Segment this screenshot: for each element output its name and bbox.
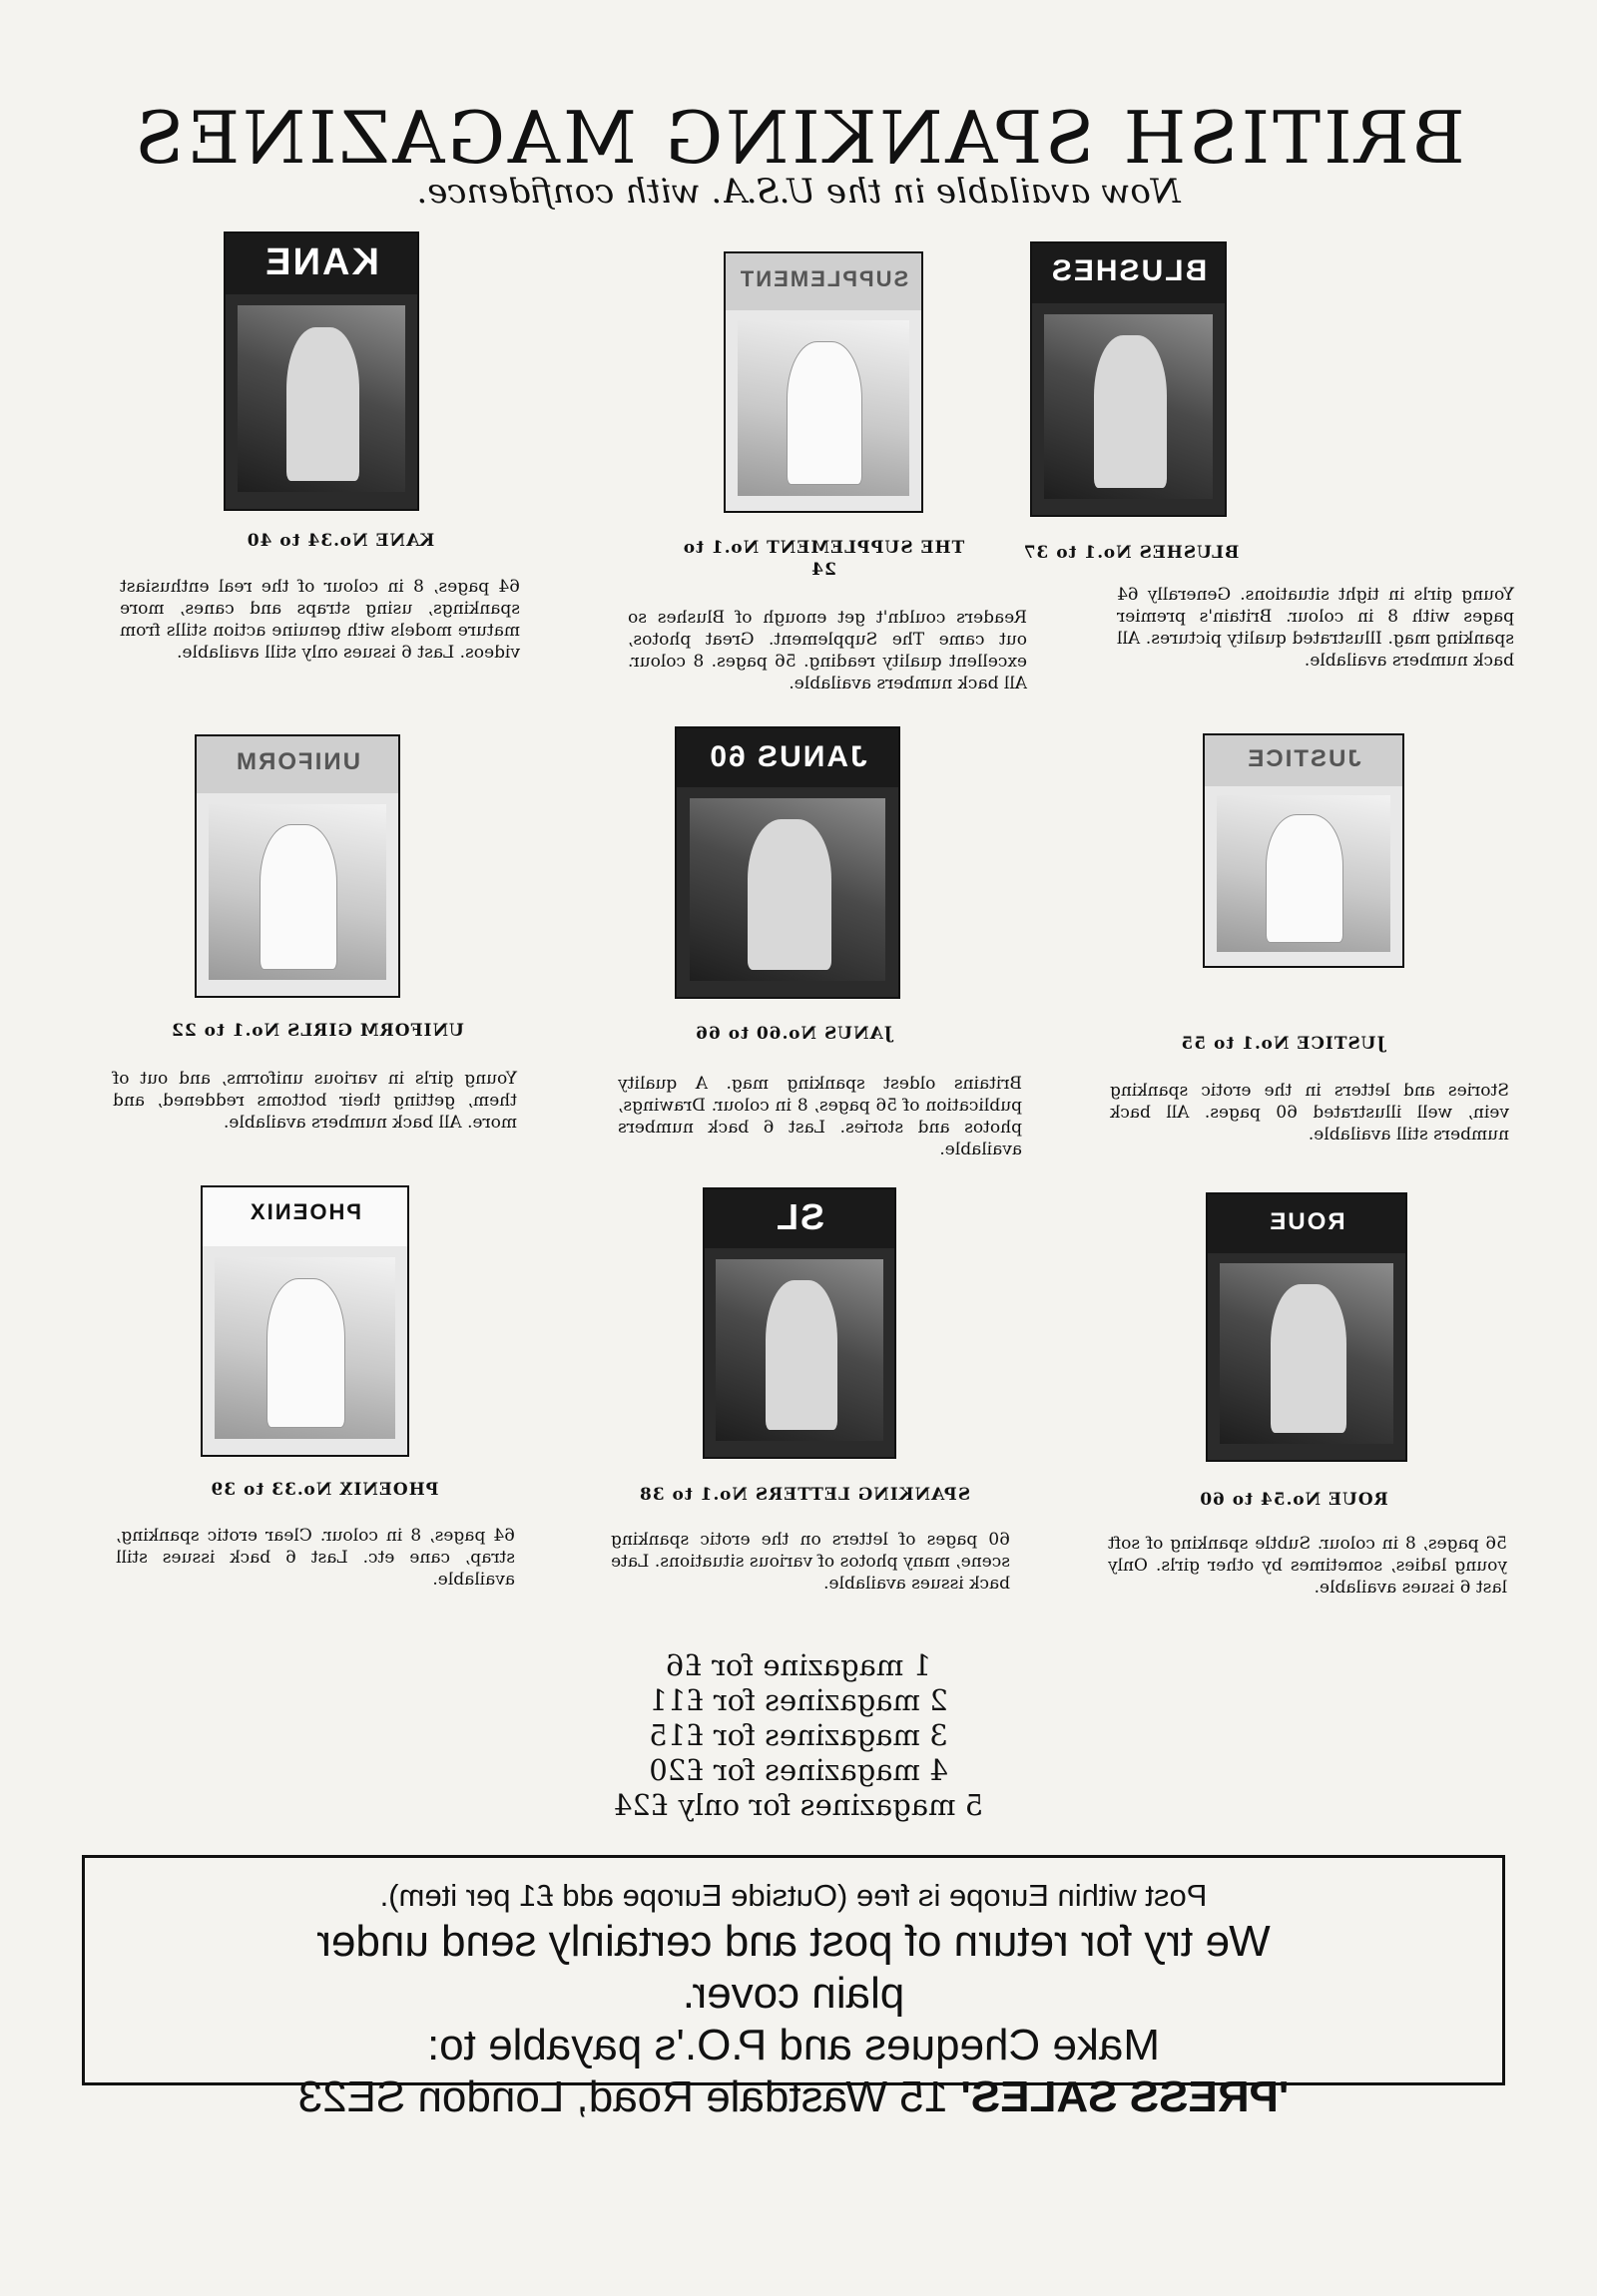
page-title: BRITISH SPANKING MAGAZINES — [132, 96, 1465, 181]
cover-kane — [224, 231, 419, 511]
street-address: 15 Wastdale Road, London SE23 — [297, 2072, 949, 2121]
delivery-note-line2: plain cover. — [682, 1969, 905, 2018]
cover-spanking-letters — [703, 1187, 896, 1459]
cover-roue — [1206, 1192, 1407, 1462]
cover-masthead: BLUSHES — [1032, 243, 1225, 303]
magazine-description: Stories and letters in the erotic spanking vein, well illustrated 60 pages. All back numbers still available. — [1110, 1081, 1509, 1145]
cover-masthead: JANUS 60 — [677, 728, 898, 787]
magazine-description: Young girls in various uniforms, and out of them, getting their bottoms reddened, and more. All back numbers available. — [113, 1069, 517, 1133]
magazine-description: 60 pages of letters on the erotic spanking scene, many photos of various situations. Late back issues available. — [611, 1530, 1010, 1594]
cover-masthead: SUPPLEMENT — [726, 253, 921, 310]
ordering-info-box — [82, 1855, 1505, 2121]
cover-supplement — [724, 251, 923, 513]
cover-janus — [675, 726, 900, 999]
magazine-caption: THE SUPPLEMENT No.1 to 24 — [682, 538, 965, 580]
cover-masthead: SL — [705, 1189, 894, 1248]
payment-note: Make Cheques and P.O.'s payable to: — [426, 2021, 1161, 2069]
postal-address — [85, 2071, 1502, 2123]
cover-figure — [1271, 1284, 1345, 1433]
magazine-description: 56 pages, 8 in colour. Subtle spanking of soft young ladies, sometimes by other girls. Only last 6 issues available. — [1108, 1534, 1507, 1598]
price-line: 4 magazines for £20 — [649, 1753, 948, 1787]
price-line: 3 magazines for £15 — [649, 1718, 948, 1752]
cover-figure — [1094, 335, 1167, 487]
magazine-caption: UNIFORM GIRLS No.1 to 22 — [171, 1021, 464, 1041]
cover-masthead: ROUE — [1208, 1194, 1405, 1253]
magazine-caption: PHOENIX No.33 to 39 — [210, 1480, 439, 1500]
company-name: 'PRESS SALES' — [960, 2072, 1290, 2121]
price-line: 2 magazines for £11 — [649, 1683, 948, 1717]
cover-figure — [286, 327, 359, 482]
cover-masthead: PHOENIX — [203, 1187, 407, 1246]
magazine-caption: ROUE No.54 to 60 — [1199, 1490, 1388, 1510]
magazine-caption: BLUSHES No.1 to 37 — [1022, 543, 1240, 563]
cover-phoenix — [201, 1185, 409, 1457]
cover-justice — [1203, 733, 1404, 968]
magazine-description: 64 pages, 8 in colour. Clear erotic spanking, strap, cane etc. Last 6 back issues still available. — [116, 1526, 515, 1590]
cover-figure — [787, 341, 862, 485]
magazine-description: Readers couldn't get enough of Blushes so out came The Supplement. Great photos, excellent quality reading. 56 pages. 8 colour. All back numbers available. — [628, 608, 1027, 693]
magazine-description: Britains oldest spanking mag. A quality publication of 56 pages, 8 in colour. Drawings, photos and stories. Last 6 back numbers available. — [618, 1074, 1022, 1159]
cover-blushes — [1030, 241, 1227, 517]
price-line: 5 magazines for only £24 — [613, 1788, 984, 1822]
price-list — [0, 1648, 1597, 1823]
magazine-description: 64 pages, 8 in colour of the real enthusiast spankings, using straps and canes, more mature models with genuine action stills from videos. Last 6 issues only still available. — [120, 577, 520, 663]
cover-figure — [766, 1280, 837, 1430]
cover-figure — [260, 824, 338, 970]
magazine-description: Young girls in tight situations. Generally 64 pages with 8 in colour. Britain's premier spanking mag. Illustrated quality pictures. All back numbers available. — [1117, 585, 1514, 671]
cover-figure — [1266, 814, 1342, 943]
magazine-caption: SPANKING LETTERS No.1 to 38 — [638, 1485, 971, 1505]
cover-figure — [266, 1278, 346, 1428]
price-line: 1 magazine for £6 — [665, 1648, 932, 1682]
magazine-caption: KANE No.34 to 40 — [246, 531, 435, 551]
page-subtitle: Now available in the U.S.A. with confidence. — [416, 172, 1181, 212]
cover-uniform — [195, 734, 400, 998]
postage-note: Post within Europe is free (Outside Europe add £1 per item). — [379, 1878, 1208, 1913]
magazine-caption: JUSTICE No.1 to 55 — [1180, 1034, 1385, 1054]
cover-masthead: KANE — [226, 233, 417, 294]
cover-figure — [748, 819, 831, 970]
delivery-note-line1: We try for return of post and certainly send under — [316, 1917, 1271, 1966]
cover-masthead: JUSTICE — [1205, 735, 1402, 786]
cover-masthead: UNIFORM — [197, 736, 398, 793]
magazine-caption: JANUS No.60 to 66 — [695, 1024, 892, 1044]
